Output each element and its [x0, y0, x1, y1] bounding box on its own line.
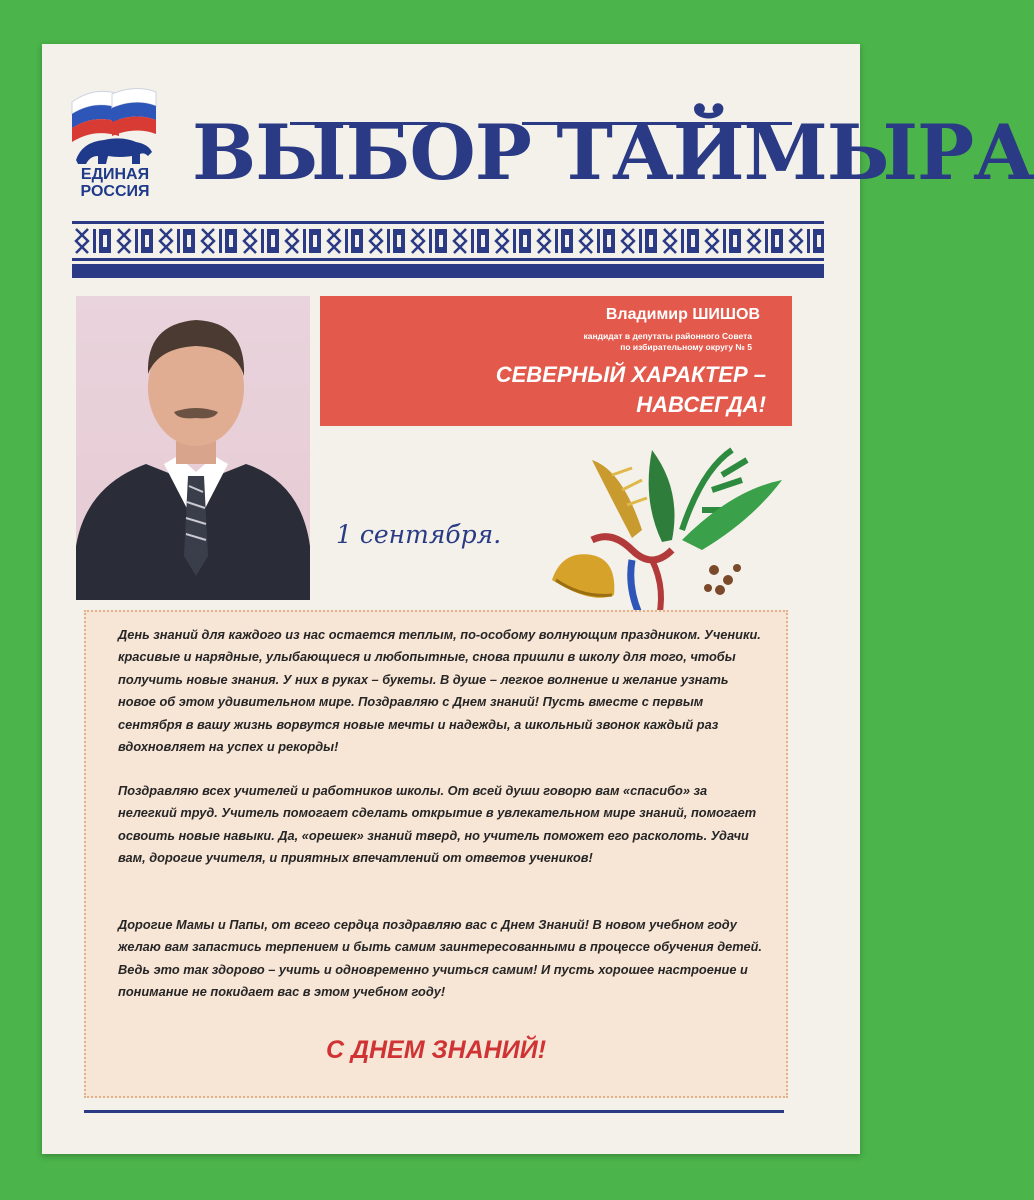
- candidate-banner: [320, 296, 792, 426]
- masthead-title: ВЫБОР ТАЙМЫРА: [192, 108, 1034, 197]
- candidate-subtitle-1: кандидат в депутаты районного Совета: [583, 331, 752, 341]
- letter-paragraph-3: Дорогие Мамы и Папы, от всего сердца поздравляю вас с Днем Знаний! В новом учебном году желаю вам запастись терпением и быть самим заинтересованными в процессе обучения детей. Ведь это так здорово – учить и одновременно учиться самим! И пусть хорошее настроение и понимание не покидает вас в этом учебном году!: [118, 917, 762, 1000]
- slogan-line-2: НАВСЕГДА!: [636, 392, 766, 417]
- candidate-subtitle-2: по избирательному округу № 5: [620, 342, 752, 352]
- letter-paragraph-1: День знаний для каждого из нас остается теплым, по-особому волнующим праздником. Ученики. красивые и нарядные, улыбающиеся и любопытные, снова пришли в школу для того, чтобы получить новые знания. У них в руках – букеты. В душе – легкое волнение и желание узнать новое об этом удивительном мире. Поздравляю с Днем знаний! Пусть вместе с первым сентября в вашу жизнь ворвутся новые мечты и надежды, а школьный звонок каждый раз вдохновляет на успех и рекорды!: [118, 627, 761, 755]
- masthead-band: [72, 264, 824, 278]
- candidate-name: Владимир ШИШОВ: [605, 306, 760, 323]
- logo-text: [70, 166, 160, 200]
- newspaper-page: [42, 44, 1034, 1154]
- logo-line1: ЕДИНАЯ: [80, 166, 150, 183]
- bottom-rule: [84, 1110, 784, 1113]
- logo-line2: РОССИЯ: [80, 183, 150, 200]
- date-heading: 1 сентября.: [336, 520, 502, 549]
- letter-paragraph-2: Поздравляю всех учителей и работников школы. От всей души говорю вам «спасибо» за нелегкий труд. Учитель помогает сделать открытие в увлекательном мире знаний, помогает освоить новые навыки. Да, «орешек» знаний тверд, но учитель поможет его расколоть. Удачи вам, дорогие учителя, и приятных впечатлений от ответов учеников!: [118, 783, 757, 866]
- closing-congrats: С ДНЕМ ЗНАНИЙ!: [325, 1036, 547, 1064]
- candidate-photo: [76, 296, 310, 600]
- slogan-line-1: СЕВЕРНЫЙ ХАРАКТЕР –: [495, 362, 766, 387]
- greeting-letter: [84, 610, 788, 1098]
- ornament-band: [72, 219, 824, 263]
